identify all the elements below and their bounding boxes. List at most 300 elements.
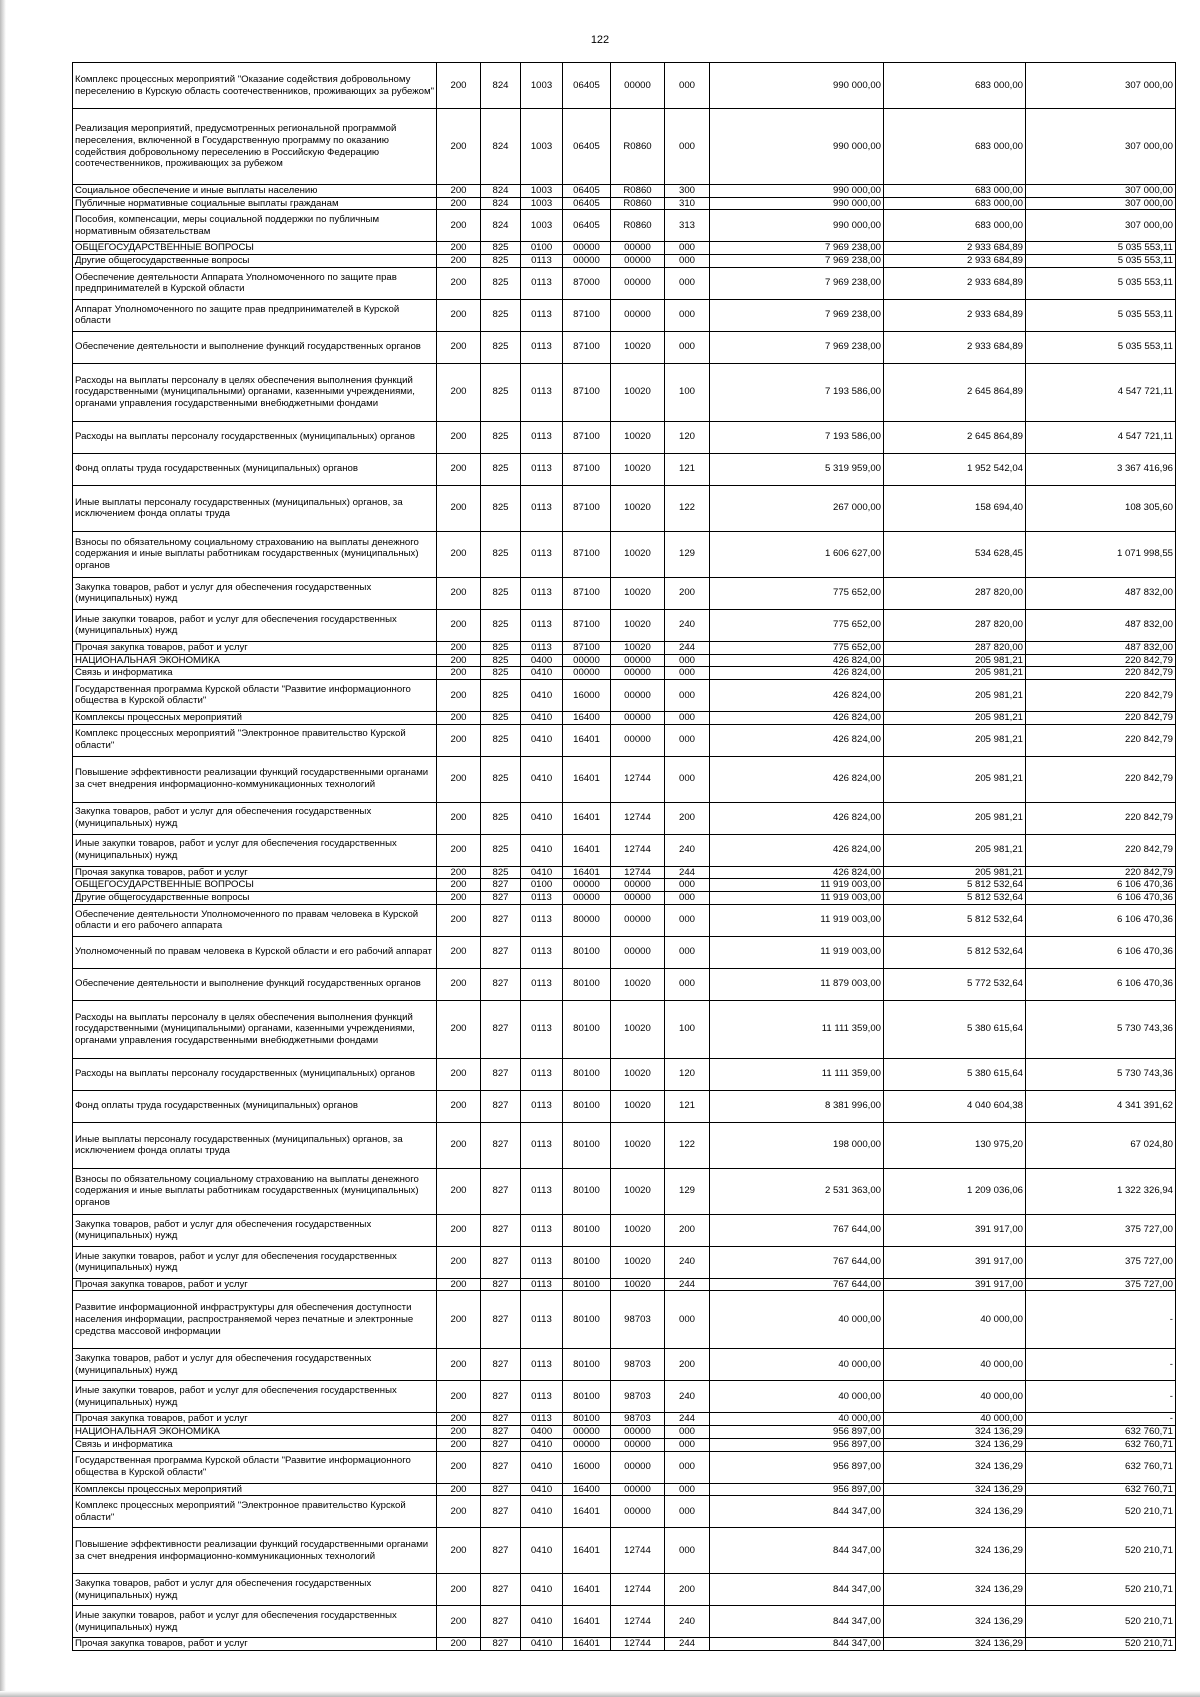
code-department: 827 <box>481 904 521 936</box>
code-program: 16401 <box>563 802 611 834</box>
row-name: Реализация мероприятий, предусмотренных региональной программой переселения, включенной в Государственную программу по оказанию содействия добровольному переселению в Российскую Федерацию соотечественников, проживающих за рубежом <box>73 109 437 185</box>
amount-approved: 775 652,00 <box>710 609 884 641</box>
amount-remaining: 6 106 470,36 <box>1026 968 1176 1000</box>
amount-executed: 324 136,29 <box>884 1574 1026 1606</box>
code-department: 827 <box>481 1606 521 1638</box>
code-direction: 12744 <box>611 866 665 879</box>
row-name: Комплексы процессных мероприятий <box>73 1483 437 1496</box>
code-program: 80100 <box>563 968 611 1000</box>
amount-remaining: 6 106 470,36 <box>1026 879 1176 892</box>
amount-executed: 324 136,29 <box>884 1438 1026 1451</box>
code-ministry: 200 <box>437 1246 481 1278</box>
code-direction: 10020 <box>611 531 665 577</box>
row-name: ОБЩЕГОСУДАРСТВЕННЫЕ ВОПРОСЫ <box>73 242 437 255</box>
code-expense-type: 000 <box>665 667 710 680</box>
code-program: 87100 <box>563 609 611 641</box>
amount-approved: 1 606 627,00 <box>710 531 884 577</box>
code-program: 80100 <box>563 1291 611 1349</box>
row-name: Прочая закупка товаров, работ и услуг <box>73 1638 437 1651</box>
amount-remaining: 6 106 470,36 <box>1026 904 1176 936</box>
code-ministry: 200 <box>437 1496 481 1528</box>
code-direction: 00000 <box>611 267 665 299</box>
table-row <box>73 1413 1176 1426</box>
amount-remaining: 307 000,00 <box>1026 109 1176 185</box>
row-name: Прочая закупка товаров, работ и услуг <box>73 1413 437 1426</box>
amount-remaining: 5 035 553,11 <box>1026 267 1176 299</box>
amount-remaining: 307 000,00 <box>1026 185 1176 198</box>
table-row <box>73 1638 1176 1651</box>
amount-approved: 426 824,00 <box>710 802 884 834</box>
table-row <box>73 267 1176 299</box>
amount-executed: 40 000,00 <box>884 1381 1026 1413</box>
amount-executed: 205 981,21 <box>884 756 1026 802</box>
code-direction: 10020 <box>611 485 665 531</box>
amount-approved: 7 969 238,00 <box>710 331 884 363</box>
code-direction: 00000 <box>611 724 665 756</box>
code-ministry: 200 <box>437 1122 481 1168</box>
code-ministry: 200 <box>437 255 481 268</box>
code-ministry: 200 <box>437 242 481 255</box>
code-section: 0400 <box>521 1426 563 1439</box>
amount-executed: 40 000,00 <box>884 1349 1026 1381</box>
code-department: 827 <box>481 1278 521 1291</box>
amount-approved: 11 879 003,00 <box>710 968 884 1000</box>
code-ministry: 200 <box>437 1058 481 1090</box>
code-expense-type: 000 <box>665 968 710 1000</box>
amount-executed: 683 000,00 <box>884 210 1026 242</box>
amount-remaining: 220 842,79 <box>1026 679 1176 711</box>
code-ministry: 200 <box>437 802 481 834</box>
amount-approved: 7 193 586,00 <box>710 363 884 421</box>
row-name: ОБЩЕГОСУДАРСТВЕННЫЕ ВОПРОСЫ <box>73 879 437 892</box>
code-program: 80100 <box>563 1413 611 1426</box>
code-program: 00000 <box>563 1426 611 1439</box>
amount-executed: 5 812 532,64 <box>884 904 1026 936</box>
amount-remaining: 4 547 721,11 <box>1026 421 1176 453</box>
scan-edge-left <box>0 0 6 1697</box>
code-section: 0100 <box>521 879 563 892</box>
amount-remaining: 520 210,71 <box>1026 1574 1176 1606</box>
row-name: Комплекс процессных мероприятий "Электронное правительство Курской области" <box>73 724 437 756</box>
code-program: 00000 <box>563 879 611 892</box>
row-name: Другие общегосударственные вопросы <box>73 892 437 905</box>
code-department: 825 <box>481 453 521 485</box>
amount-executed: 324 136,29 <box>884 1496 1026 1528</box>
table-row <box>73 904 1176 936</box>
code-expense-type: 121 <box>665 453 710 485</box>
row-name: Взносы по обязательному социальному страхованию на выплаты денежного содержания и иные выплаты работникам государственных (муниципальных) органов <box>73 531 437 577</box>
table-row <box>73 1528 1176 1574</box>
code-direction: 10020 <box>611 1058 665 1090</box>
amount-executed: 205 981,21 <box>884 724 1026 756</box>
row-name: Расходы на выплаты персоналу в целях обеспечения выполнения функций государственными (муниципальными) органами, казенными учреждениями, органами управления государственными внебюджетными фондами <box>73 1000 437 1058</box>
amount-remaining: 220 842,79 <box>1026 711 1176 724</box>
table-row <box>73 109 1176 185</box>
amount-approved: 267 000,00 <box>710 485 884 531</box>
amount-approved: 2 531 363,00 <box>710 1168 884 1214</box>
code-department: 825 <box>481 363 521 421</box>
code-expense-type: 240 <box>665 1246 710 1278</box>
code-department: 825 <box>481 255 521 268</box>
code-program: 06405 <box>563 63 611 109</box>
code-department: 827 <box>481 1246 521 1278</box>
amount-approved: 990 000,00 <box>710 185 884 198</box>
amount-approved: 426 824,00 <box>710 679 884 711</box>
amount-executed: 324 136,29 <box>884 1606 1026 1638</box>
code-ministry: 200 <box>437 1528 481 1574</box>
code-expense-type: 000 <box>665 63 710 109</box>
amount-remaining: 487 832,00 <box>1026 609 1176 641</box>
code-department: 827 <box>481 1291 521 1349</box>
code-expense-type: 244 <box>665 1413 710 1426</box>
amount-executed: 2 933 684,89 <box>884 267 1026 299</box>
table-row <box>73 299 1176 331</box>
code-direction: 00000 <box>611 936 665 968</box>
amount-executed: 205 981,21 <box>884 802 1026 834</box>
code-section: 0113 <box>521 1058 563 1090</box>
table-row <box>73 879 1176 892</box>
code-program: 00000 <box>563 892 611 905</box>
code-ministry: 200 <box>437 1000 481 1058</box>
code-section: 0410 <box>521 756 563 802</box>
code-direction: 00000 <box>611 667 665 680</box>
amount-approved: 40 000,00 <box>710 1381 884 1413</box>
code-program: 16401 <box>563 756 611 802</box>
code-program: 80100 <box>563 1090 611 1122</box>
amount-remaining: 6 106 470,36 <box>1026 892 1176 905</box>
code-direction: 12744 <box>611 756 665 802</box>
code-program: 87100 <box>563 453 611 485</box>
amount-executed: 2 645 864,89 <box>884 421 1026 453</box>
code-ministry: 200 <box>437 711 481 724</box>
amount-remaining: 5 035 553,11 <box>1026 255 1176 268</box>
code-section: 0113 <box>521 1168 563 1214</box>
code-ministry: 200 <box>437 1574 481 1606</box>
code-program: 16400 <box>563 711 611 724</box>
amount-remaining: 220 842,79 <box>1026 724 1176 756</box>
code-department: 825 <box>481 267 521 299</box>
code-department: 825 <box>481 609 521 641</box>
amount-executed: 5 772 532,64 <box>884 968 1026 1000</box>
row-name: Повышение эффективности реализации функций государственными органами за счет внедрения информационно-коммуникационных технологий <box>73 756 437 802</box>
code-expense-type: 000 <box>665 1483 710 1496</box>
code-expense-type: 000 <box>665 1438 710 1451</box>
code-expense-type: 300 <box>665 185 710 198</box>
code-expense-type: 000 <box>665 892 710 905</box>
code-program: 80100 <box>563 1168 611 1214</box>
code-expense-type: 000 <box>665 1528 710 1574</box>
code-program: 16400 <box>563 1483 611 1496</box>
code-expense-type: 100 <box>665 363 710 421</box>
code-department: 827 <box>481 1381 521 1413</box>
code-program: 16000 <box>563 679 611 711</box>
code-section: 0113 <box>521 1413 563 1426</box>
code-department: 825 <box>481 667 521 680</box>
code-direction: 10020 <box>611 1000 665 1058</box>
code-ministry: 200 <box>437 968 481 1000</box>
amount-remaining: 3 367 416,96 <box>1026 453 1176 485</box>
amount-approved: 775 652,00 <box>710 641 884 654</box>
amount-executed: 5 812 532,64 <box>884 892 1026 905</box>
code-expense-type: 000 <box>665 331 710 363</box>
code-department: 827 <box>481 1638 521 1651</box>
row-name: Обеспечение деятельности и выполнение функций государственных органов <box>73 331 437 363</box>
code-department: 824 <box>481 197 521 210</box>
code-program: 16401 <box>563 834 611 866</box>
code-ministry: 200 <box>437 834 481 866</box>
code-expense-type: 000 <box>665 936 710 968</box>
code-expense-type: 244 <box>665 641 710 654</box>
amount-executed: 683 000,00 <box>884 197 1026 210</box>
code-section: 0410 <box>521 1606 563 1638</box>
code-section: 0113 <box>521 363 563 421</box>
amount-remaining: 1 322 326,94 <box>1026 1168 1176 1214</box>
amount-executed: 2 933 684,89 <box>884 331 1026 363</box>
amount-approved: 426 824,00 <box>710 654 884 667</box>
code-department: 824 <box>481 63 521 109</box>
amount-approved: 844 347,00 <box>710 1496 884 1528</box>
amount-remaining: 220 842,79 <box>1026 654 1176 667</box>
code-department: 827 <box>481 1090 521 1122</box>
row-name: Пособия, компенсации, меры социальной поддержки по публичным нормативным обязательствам <box>73 210 437 242</box>
amount-executed: 324 136,29 <box>884 1528 1026 1574</box>
code-section: 1003 <box>521 63 563 109</box>
amount-remaining: 632 760,71 <box>1026 1426 1176 1439</box>
code-ministry: 200 <box>437 609 481 641</box>
amount-approved: 775 652,00 <box>710 577 884 609</box>
row-name: Фонд оплаты труда государственных (муниципальных) органов <box>73 1090 437 1122</box>
code-ministry: 200 <box>437 267 481 299</box>
amount-approved: 11 111 359,00 <box>710 1058 884 1090</box>
code-section: 0113 <box>521 255 563 268</box>
code-expense-type: 120 <box>665 1058 710 1090</box>
amount-approved: 990 000,00 <box>710 210 884 242</box>
code-direction: 98703 <box>611 1413 665 1426</box>
row-name: Расходы на выплаты персоналу в целях обеспечения выполнения функций государственными (муниципальными) органами, казенными учреждениями, органами управления государственными внебюджетными фондами <box>73 363 437 421</box>
amount-approved: 198 000,00 <box>710 1122 884 1168</box>
row-name: Повышение эффективности реализации функций государственными органами за счет внедрения информационно-коммуникационных технологий <box>73 1528 437 1574</box>
amount-remaining: 220 842,79 <box>1026 834 1176 866</box>
code-expense-type: 000 <box>665 1426 710 1439</box>
code-expense-type: 200 <box>665 1214 710 1246</box>
amount-remaining: 307 000,00 <box>1026 63 1176 109</box>
code-direction: 00000 <box>611 892 665 905</box>
code-ministry: 200 <box>437 1349 481 1381</box>
budget-table <box>72 62 1176 1651</box>
row-name: Развитие информационной инфраструктуры для обеспечения доступности населения информации, распространяемой через печатные и электронные средства массовой информации <box>73 1291 437 1349</box>
table-row <box>73 667 1176 680</box>
row-name: Иные закупки товаров, работ и услуг для обеспечения государственных (муниципальных) нужд <box>73 1381 437 1413</box>
amount-executed: 5 812 532,64 <box>884 936 1026 968</box>
code-section: 0410 <box>521 1574 563 1606</box>
amount-executed: 534 628,45 <box>884 531 1026 577</box>
code-expense-type: 129 <box>665 1168 710 1214</box>
code-section: 0113 <box>521 267 563 299</box>
code-program: 80100 <box>563 1381 611 1413</box>
amount-executed: 5 812 532,64 <box>884 879 1026 892</box>
code-department: 825 <box>481 641 521 654</box>
code-ministry: 200 <box>437 1381 481 1413</box>
amount-remaining: 487 832,00 <box>1026 641 1176 654</box>
code-ministry: 200 <box>437 1168 481 1214</box>
code-ministry: 200 <box>437 724 481 756</box>
amount-remaining: 632 760,71 <box>1026 1483 1176 1496</box>
code-direction: 10020 <box>611 1246 665 1278</box>
amount-executed: 391 917,00 <box>884 1278 1026 1291</box>
code-direction: 10020 <box>611 1214 665 1246</box>
code-expense-type: 244 <box>665 1278 710 1291</box>
code-department: 827 <box>481 1451 521 1483</box>
row-name: Закупка товаров, работ и услуг для обеспечения государственных (муниципальных) нужд <box>73 1214 437 1246</box>
table-row <box>73 1291 1176 1349</box>
amount-executed: 4 040 604,38 <box>884 1090 1026 1122</box>
amount-approved: 40 000,00 <box>710 1291 884 1349</box>
code-department: 827 <box>481 936 521 968</box>
amount-executed: 683 000,00 <box>884 185 1026 198</box>
table-row <box>73 1483 1176 1496</box>
amount-approved: 990 000,00 <box>710 63 884 109</box>
code-section: 0410 <box>521 834 563 866</box>
amount-executed: 1 952 542,04 <box>884 453 1026 485</box>
code-section: 0410 <box>521 866 563 879</box>
row-name: Комплексы процессных мероприятий <box>73 711 437 724</box>
scan-edge-bottom <box>0 1691 1200 1697</box>
code-ministry: 200 <box>437 109 481 185</box>
code-expense-type: 313 <box>665 210 710 242</box>
amount-remaining: - <box>1026 1381 1176 1413</box>
code-expense-type: 000 <box>665 1291 710 1349</box>
code-section: 0113 <box>521 299 563 331</box>
amount-remaining: 520 210,71 <box>1026 1638 1176 1651</box>
amount-executed: 205 981,21 <box>884 654 1026 667</box>
code-ministry: 200 <box>437 185 481 198</box>
code-section: 0113 <box>521 1291 563 1349</box>
row-name: Обеспечение деятельности Уполномоченного по правам человека в Курской области и его рабочего аппарата <box>73 904 437 936</box>
row-name: Публичные нормативные социальные выплаты гражданам <box>73 197 437 210</box>
table-row <box>73 1426 1176 1439</box>
amount-remaining: 4 547 721,11 <box>1026 363 1176 421</box>
code-program: 16401 <box>563 1638 611 1651</box>
row-name: Обеспечение деятельности и выполнение функций государственных органов <box>73 968 437 1000</box>
amount-approved: 990 000,00 <box>710 109 884 185</box>
code-program: 87100 <box>563 363 611 421</box>
amount-approved: 426 824,00 <box>710 866 884 879</box>
amount-executed: 205 981,21 <box>884 711 1026 724</box>
amount-remaining: 1 071 998,55 <box>1026 531 1176 577</box>
code-ministry: 200 <box>437 1413 481 1426</box>
table-row <box>73 1349 1176 1381</box>
row-name: Закупка товаров, работ и услуг для обеспечения государственных (муниципальных) нужд <box>73 802 437 834</box>
amount-approved: 11 919 003,00 <box>710 892 884 905</box>
amount-approved: 426 824,00 <box>710 711 884 724</box>
amount-remaining: 5 730 743,36 <box>1026 1058 1176 1090</box>
code-ministry: 200 <box>437 1638 481 1651</box>
amount-executed: 158 694,40 <box>884 485 1026 531</box>
row-name: Связь и информатика <box>73 1438 437 1451</box>
code-expense-type: 000 <box>665 255 710 268</box>
amount-approved: 7 969 238,00 <box>710 242 884 255</box>
code-direction: 12744 <box>611 1528 665 1574</box>
amount-remaining: 6 106 470,36 <box>1026 936 1176 968</box>
table-row <box>73 1122 1176 1168</box>
code-ministry: 200 <box>437 1291 481 1349</box>
table-row <box>73 1214 1176 1246</box>
amount-executed: 324 136,29 <box>884 1426 1026 1439</box>
amount-remaining: 5 035 553,11 <box>1026 242 1176 255</box>
amount-executed: 40 000,00 <box>884 1413 1026 1426</box>
code-program: 00000 <box>563 1438 611 1451</box>
code-program: 06405 <box>563 210 611 242</box>
code-section: 0113 <box>521 1349 563 1381</box>
code-direction: 00000 <box>611 255 665 268</box>
amount-remaining: 108 305,60 <box>1026 485 1176 531</box>
code-direction: 00000 <box>611 1483 665 1496</box>
code-ministry: 200 <box>437 879 481 892</box>
code-direction: 10020 <box>611 1122 665 1168</box>
amount-executed: 683 000,00 <box>884 109 1026 185</box>
code-expense-type: 000 <box>665 711 710 724</box>
code-ministry: 200 <box>437 892 481 905</box>
code-program: 16401 <box>563 1496 611 1528</box>
code-program: 87100 <box>563 331 611 363</box>
row-name: Связь и информатика <box>73 667 437 680</box>
amount-remaining: 5 035 553,11 <box>1026 331 1176 363</box>
code-program: 80100 <box>563 1058 611 1090</box>
code-expense-type: 000 <box>665 242 710 255</box>
row-name: Фонд оплаты труда государственных (муниципальных) органов <box>73 453 437 485</box>
amount-remaining: 220 842,79 <box>1026 866 1176 879</box>
row-name: Закупка товаров, работ и услуг для обеспечения государственных (муниципальных) нужд <box>73 1349 437 1381</box>
code-direction: 00000 <box>611 299 665 331</box>
row-name: Иные закупки товаров, работ и услуг для обеспечения государственных (муниципальных) нужд <box>73 834 437 866</box>
code-direction: 00000 <box>611 711 665 724</box>
code-section: 0410 <box>521 1451 563 1483</box>
table-row <box>73 641 1176 654</box>
code-direction: 10020 <box>611 1168 665 1214</box>
code-ministry: 200 <box>437 485 481 531</box>
code-program: 06405 <box>563 109 611 185</box>
code-department: 825 <box>481 331 521 363</box>
code-department: 825 <box>481 724 521 756</box>
amount-approved: 7 193 586,00 <box>710 421 884 453</box>
code-section: 0113 <box>521 1000 563 1058</box>
code-expense-type: 200 <box>665 1574 710 1606</box>
code-expense-type: 240 <box>665 1381 710 1413</box>
code-expense-type: 240 <box>665 834 710 866</box>
code-direction: 10020 <box>611 577 665 609</box>
table-row <box>73 866 1176 879</box>
amount-remaining: - <box>1026 1291 1176 1349</box>
row-name: Государственная программа Курской области "Развитие информационного общества в Курской области" <box>73 679 437 711</box>
code-department: 827 <box>481 1168 521 1214</box>
table-row <box>73 1381 1176 1413</box>
table-row <box>73 531 1176 577</box>
code-expense-type: 000 <box>665 654 710 667</box>
code-section: 0100 <box>521 242 563 255</box>
amount-executed: 324 136,29 <box>884 1451 1026 1483</box>
table-row <box>73 724 1176 756</box>
code-expense-type: 000 <box>665 679 710 711</box>
code-expense-type: 200 <box>665 802 710 834</box>
code-section: 0113 <box>521 331 563 363</box>
code-section: 0113 <box>521 1246 563 1278</box>
table-row <box>73 1438 1176 1451</box>
code-direction: 12744 <box>611 1606 665 1638</box>
code-department: 827 <box>481 1122 521 1168</box>
code-section: 0113 <box>521 892 563 905</box>
amount-approved: 426 824,00 <box>710 756 884 802</box>
code-ministry: 200 <box>437 210 481 242</box>
